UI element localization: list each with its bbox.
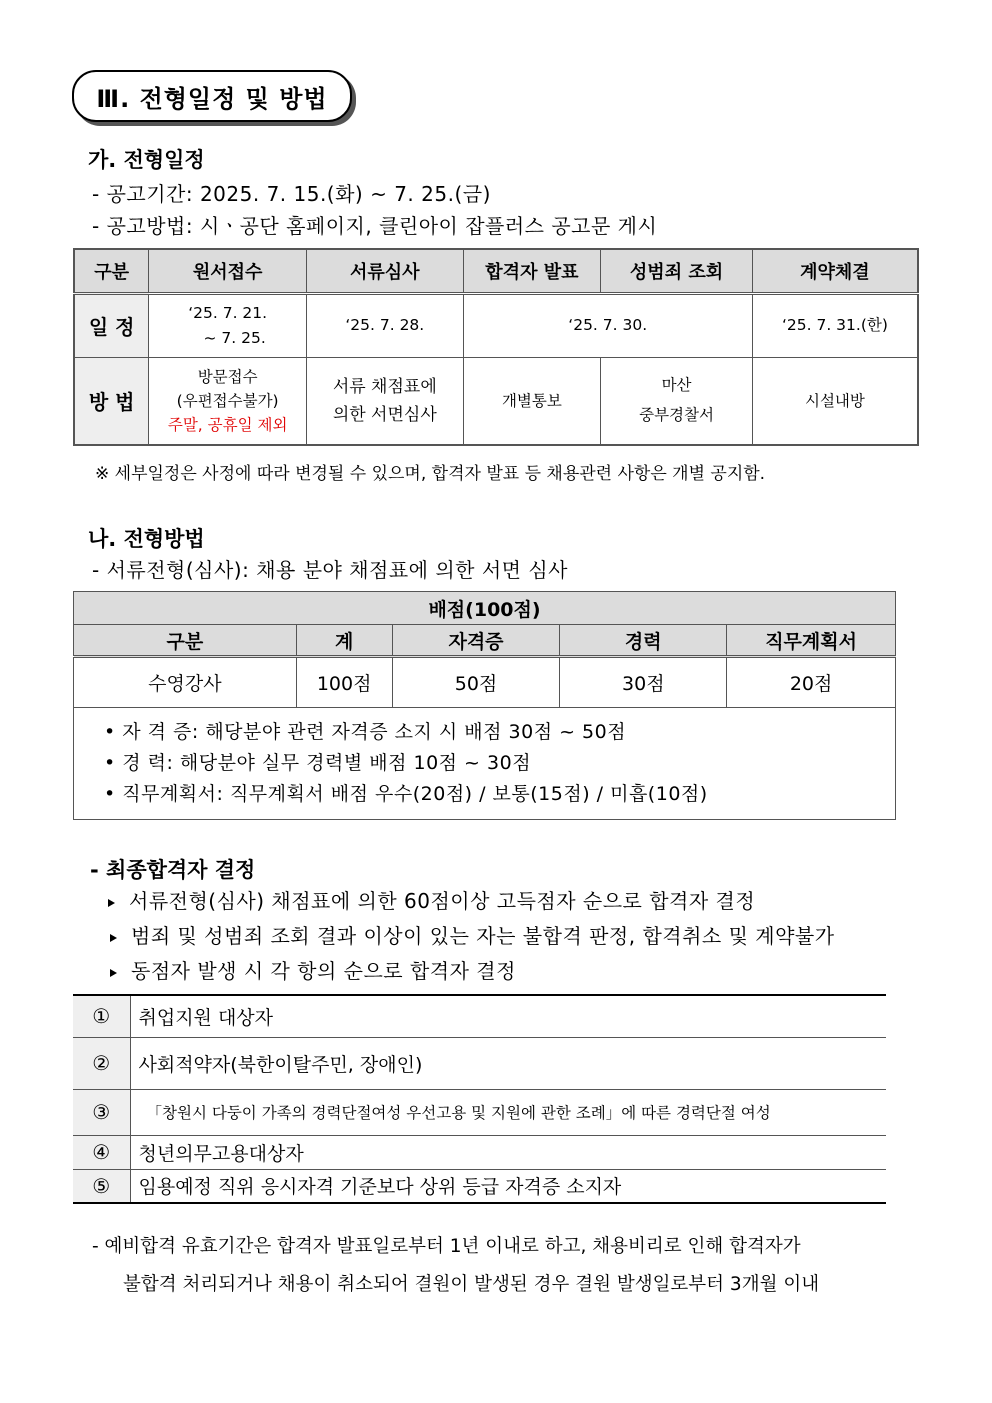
score-header-category: 구분: [74, 625, 297, 657]
method-row-label: 방 법: [74, 357, 149, 445]
tie-break-num-2: ②: [73, 1037, 130, 1089]
final-heading: - 최종합격자 결정: [90, 858, 256, 882]
date-contract: ‘25. 7. 31.(한): [752, 293, 918, 357]
score-note-career: • 경 력: 해당분야 실무 경력별 배점 10점 ~ 30점: [104, 752, 532, 774]
method-apply-visit: 방문접수: [197, 367, 258, 386]
schedule-heading: 가. 전형일정: [88, 148, 205, 172]
score-header-total: 계: [296, 625, 392, 657]
triangle-bullet-icon: [110, 934, 117, 942]
tie-break-row-4: [73, 1135, 886, 1169]
score-header-plan: 직무계획서: [727, 625, 896, 657]
tie-break-num-4: ④: [73, 1135, 130, 1169]
tie-break-row-2: [73, 1037, 886, 1089]
method-heading: 나. 전형방법: [88, 527, 205, 551]
score-row-category: 수영강사: [74, 657, 297, 708]
method-review-line2: 의한 서면심사: [332, 404, 437, 425]
date-apply-end: ~ 7. 25.: [203, 328, 266, 347]
method-review: [306, 357, 463, 445]
tie-break-num-5: ⑤: [73, 1169, 130, 1203]
tie-break-text-4: 청년의무고용대상자: [130, 1135, 886, 1169]
tie-break-text-5: 임용예정 직위 응시자격 기준보다 상위 등급 자격증 소지자: [130, 1169, 886, 1203]
schedule-header-row: [74, 249, 918, 293]
score-row: [74, 657, 896, 708]
schedule-method-row: [74, 357, 918, 445]
announce-period: - 공고기간: 2025. 7. 15.(화) ~ 7. 25.(금): [92, 182, 491, 206]
announce-method: - 공고방법: 시ㆍ공단 홈페이지, 클린아이 잡플러스 공고문 게시: [92, 214, 658, 238]
schedule-date-row: [74, 293, 918, 357]
method-crime-check: [601, 357, 753, 445]
date-review: ‘25. 7. 28.: [306, 293, 463, 357]
score-note-plan: • 직무계획서: 직무계획서 배점 우수(20점) / 보통(15점) / 미흡(10점): [104, 783, 708, 805]
tie-break-text-1: 취업지원 대상자: [130, 995, 886, 1037]
method-crime-line1: 마산: [661, 376, 692, 395]
method-apply-exception: 주말, 공휴일 제외: [167, 415, 288, 434]
final-bullet-1: 서류전형(심사) 채점표에 의한 60점이상 고득점자 순으로 합격자 결정: [108, 885, 755, 914]
method-crime-line2: 중부경찰서: [639, 405, 714, 424]
method-apply-no-mail: (우편접수불가): [176, 391, 279, 410]
score-row-career: 30점: [560, 657, 727, 708]
doc-screening: - 서류전형(심사): 채용 분야 채점표에 의한 서면 심사: [92, 558, 568, 582]
score-table: [73, 591, 896, 820]
reserve-line-2: 불합격 처리되거나 채용이 취소되어 결원이 발생된 경우 결원 발생일로부터 3개월 이내: [123, 1274, 820, 1295]
header-contract: 계약체결: [752, 249, 918, 293]
header-category: 구분: [74, 249, 149, 293]
final-bullet-2: 범죄 및 성범죄 조회 결과 이상이 있는 자는 불합격 판정, 합격취소 및 계약불가: [110, 920, 835, 949]
score-row-plan: 20점: [727, 657, 896, 708]
triangle-bullet-icon: [108, 899, 115, 907]
date-apply-start: ‘25. 7. 21.: [188, 304, 268, 323]
header-review: 서류심사: [306, 249, 463, 293]
score-notes: [74, 708, 896, 820]
method-apply: [149, 357, 307, 445]
method-review-line1: 서류 채점표에: [332, 376, 437, 397]
header-crime-check: 성범죄 조회: [601, 249, 753, 293]
triangle-bullet-icon: [110, 969, 117, 977]
tie-break-num-3: ③: [73, 1089, 130, 1135]
score-header-row: [74, 625, 896, 657]
score-header-career: 경력: [560, 625, 727, 657]
method-announce: 개별통보: [463, 357, 601, 445]
tie-break-table: [73, 994, 886, 1204]
date-row-label: 일 정: [74, 293, 149, 357]
section-title: Ⅲ. 전형일정 및 방법: [72, 70, 352, 122]
tie-break-text-2: 사회적약자(북한이탈주민, 장애인): [130, 1037, 886, 1089]
method-contract: 시설내방: [752, 357, 918, 445]
score-note-certificate: • 자 격 증: 해당분야 관련 자격증 소지 시 배점 30점 ~ 50점: [104, 721, 627, 743]
score-row-total: 100점: [296, 657, 392, 708]
final-bullet-3: 동점자 발생 시 각 항의 순으로 합격자 결정: [110, 955, 516, 984]
score-table-title: 배점(100점): [74, 592, 896, 625]
tie-break-row-3: [73, 1089, 886, 1135]
schedule-note: ※ 세부일정은 사정에 따라 변경될 수 있으며, 합격자 발표 등 채용관련 사항은 개별 공지함.: [95, 464, 766, 484]
tie-break-num-1: ①: [73, 995, 130, 1037]
schedule-table: [73, 248, 919, 446]
tie-break-text-3: 「창원시 다둥이 가족의 경력단절여성 우선고용 및 지원에 관한 조례」에 따른 경력단절 여성: [130, 1089, 886, 1135]
date-announce: ‘25. 7. 30.: [463, 293, 752, 357]
date-apply: [149, 293, 307, 357]
header-announce: 합격자 발표: [463, 249, 601, 293]
score-row-certificate: 50점: [392, 657, 560, 708]
reserve-line-1: - 예비합격 유효기간은 합격자 발표일로부터 1년 이내로 하고, 채용비리로 인해 합격자가: [92, 1236, 801, 1257]
header-apply: 원서접수: [149, 249, 307, 293]
score-header-certificate: 자격증: [392, 625, 560, 657]
tie-break-row-5: [73, 1169, 886, 1203]
tie-break-row-1: [73, 995, 886, 1037]
